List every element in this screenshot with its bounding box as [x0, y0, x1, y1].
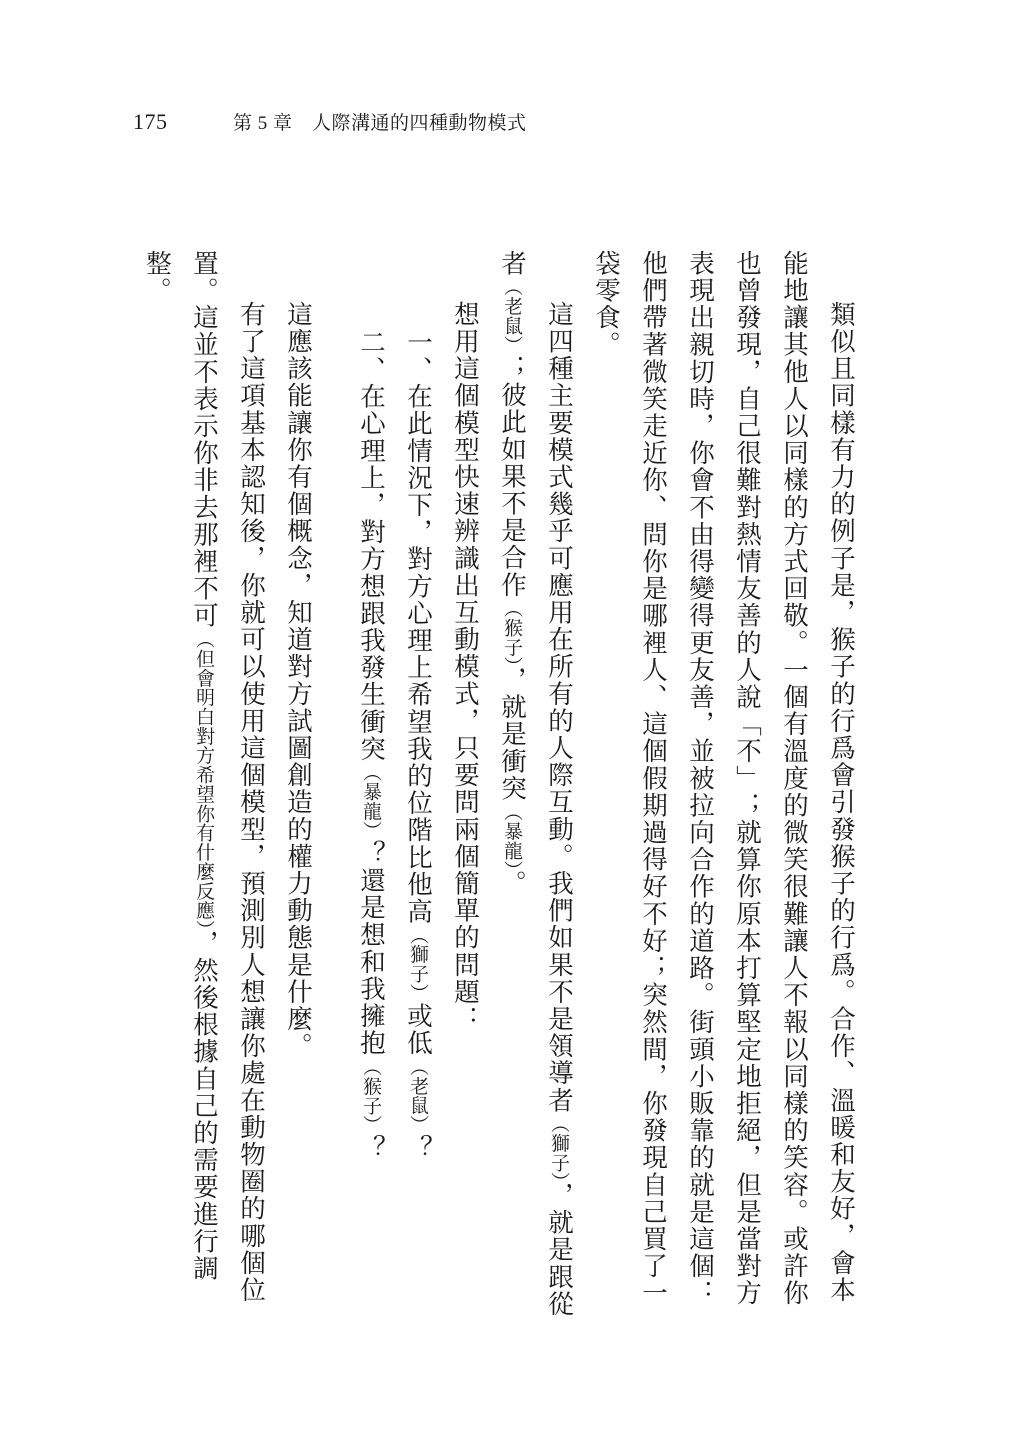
text-run: 一、在此情況下，對方心理上希望我的位階比他高 [403, 329, 433, 926]
paragraph [274, 250, 321, 1330]
list-item [347, 250, 394, 1330]
inline-note: （獅子） [407, 925, 429, 1003]
paragraph [133, 250, 274, 1330]
text-run: ，就是跟從者 [497, 250, 574, 1318]
list-item [394, 250, 441, 1330]
page-number: 175 [133, 109, 168, 134]
running-header [133, 108, 527, 138]
paragraph [582, 250, 864, 1330]
paragraph [488, 250, 582, 1330]
paragraph [441, 250, 488, 1330]
inline-note: （老鼠） [501, 277, 523, 355]
chapter-title: 第 5 章 人際溝通的四種動物模式 [233, 113, 527, 134]
text-run: 想用這個模型快速辨識出互動模式，只要問兩個簡單的問題： [450, 301, 480, 1033]
text-run: 這應該能讓你有個概念，知道對方試圖創造的權力動態是什麼。 [283, 301, 313, 1060]
text-run: ，然後根據自己的需要進行調整。 [142, 250, 219, 1283]
text-run: ，就是衝突 [497, 666, 527, 803]
inline-note: （但會明白對方希望你有什麼反應） [193, 629, 215, 930]
text-run: 。 [497, 870, 527, 898]
inline-note: （猴子） [501, 598, 523, 667]
text-run: ？ [403, 1134, 433, 1162]
text-run: 類似且同樣有力的例子是，猴子的行爲會引發猴子的行爲。合作、溫暖和友好，會本能地讓其他人以同樣的方式回敬。一個有溫度的微笑很難讓人不報以同樣的笑容。或許你也曾發現，自己很難對熱情友善的人說「不」；就算你原本打算堅定地拒絕，但是當對方表現出親切時，你會不由得變得更友善，並被拉向合作的道路。街頭小販靠的就是這個：他們帶著微笑走近你、問你是哪裡人、這個假期過得好不好；突然間，你發現自己買了一袋零食。 [591, 250, 856, 1307]
text-run: ？還是想和我擁抱 [356, 840, 386, 1057]
text-run: ？ [356, 1134, 386, 1162]
text-run: ；彼此如果不是合作 [497, 354, 527, 599]
inline-note: （暴龍） [360, 762, 382, 841]
text-run: 或低 [403, 1002, 433, 1057]
text-run: 二、在心理上，對方想跟我發生衝突 [356, 329, 386, 763]
inline-note: （暴龍） [501, 802, 523, 871]
text-run: 這四種主要模式幾乎可應用在所有的人際互動。我們如果不是領導者 [544, 301, 574, 1114]
inline-note: （猴子） [360, 1056, 382, 1135]
vertical-body-text [133, 250, 864, 1330]
inline-note: （獅子） [548, 1114, 570, 1183]
inline-note: （老鼠） [407, 1056, 429, 1135]
text-run: 有了這項基本認知後，你就可以使用這個模型，預測別人想讓你處在動物圈的哪個位置。這並不表示你非去那裡不可 [189, 250, 266, 1304]
